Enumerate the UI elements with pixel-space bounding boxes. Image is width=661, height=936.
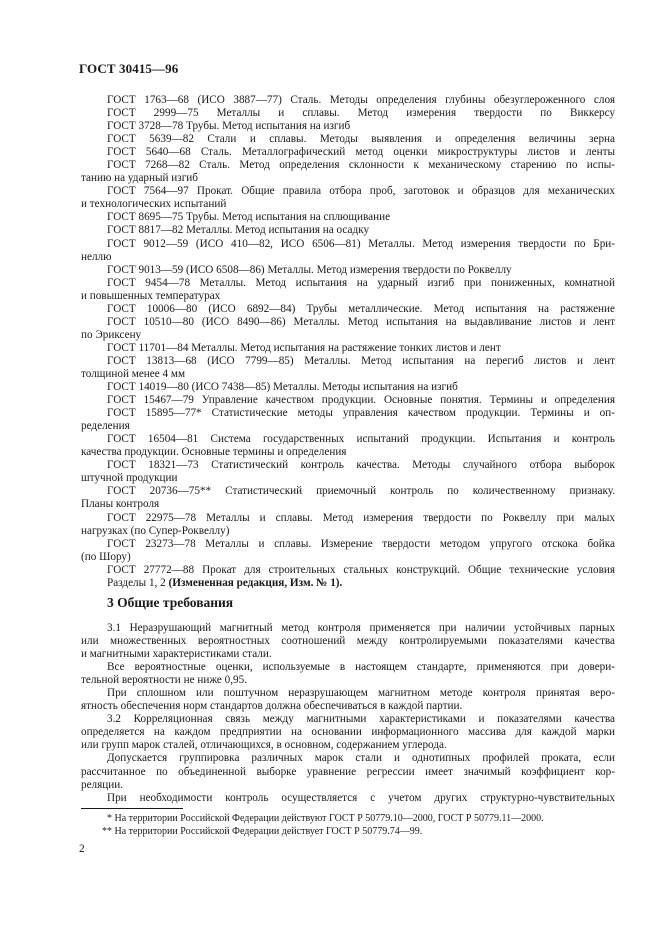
section-heading: 3 Общие требования [107, 595, 234, 610]
reference-item: ГОСТ 7564—97 Прокат. Общие правила отбора проб, заготовок и образцов для механических [107, 185, 615, 198]
reference-item-continuation: по Эриксену [81, 328, 142, 341]
footnotes [81, 812, 615, 838]
reference-item: ГОСТ 13813—68 (ИСО 7799—85) Металлы. Метод испытания на перегиб листов и лент [107, 354, 615, 367]
reference-item-continuation: качества продукции. Основные термины и определения [81, 446, 347, 459]
document-header: ГОСТ 30415—96 [79, 61, 179, 76]
paragraph-line: При сплошном или поштучном неразрушающем магнитном методе контроля принятая веро- [107, 687, 615, 700]
reference-item: ГОСТ 11701—84 Металлы. Метод испытания на растяжение тонких листов и лент [107, 341, 501, 354]
reference-item: ГОСТ 23273—78 Металлы и сплавы. Измерение твердости методом упругого отскока бойка [107, 537, 615, 550]
paragraph-line: тельной вероятности не ниже 0,95. [81, 674, 248, 687]
reference-item-continuation: Планы контроля [81, 498, 160, 511]
paragraph-line: рассчитанное по объединенной выборке уравнение регрессии имеет значимый коэффициент кор- [81, 765, 615, 778]
page-number: 2 [79, 843, 85, 855]
reference-item-continuation: и повышенных температурах [81, 289, 221, 302]
reference-item: ГОСТ 3728—78 Трубы. Метод испытания на изгиб [107, 120, 351, 133]
reference-item: ГОСТ 10510—80 (ИСО 8490—86) Металлы. Метод испытания на выдавливание листов и лент [107, 315, 615, 328]
reference-item: ГОСТ 2999—75 Металлы и сплавы. Метод измерения твердости по Виккерсу [107, 107, 615, 120]
section-body [81, 622, 615, 805]
reference-item: ГОСТ 18321—73 Статистический контроль качества. Методы случайного отбора выборок [107, 459, 615, 472]
reference-item: ГОСТ 9013—59 (ИСО 6508—86) Металлы. Метод измерения твердости по Роквеллу [107, 263, 512, 276]
paragraph-line: ятность обеспечения норм стандартов должна обеспечиваться в каждой партии. [81, 700, 463, 713]
footnote: * На территории Российской Федерации действуют ГОСТ Р 50779.10—2000, ГОСТ Р 50779.11—2000. [107, 813, 544, 824]
references-list [81, 94, 615, 590]
reference-item: ГОСТ 8695—75 Трубы. Метод испытания на сплющивание [107, 211, 391, 224]
reference-item: ГОСТ 9454—78 Металлы. Метод испытания на ударный изгиб при пониженных, комнатной [107, 276, 615, 289]
reference-item: ГОСТ 15467—79 Управление качеством продукции. Основные понятия. Термины и определения [107, 394, 615, 407]
paragraph-line: определяется на каждом предприятии на основании информационного массива для каждой марки [81, 726, 615, 739]
paragraph-line: При необходимости контроль осуществляется с учетом других структурно-чувствительных [107, 791, 615, 804]
reference-item: ГОСТ 15895—77* Статистические методы управления качеством продукции. Термины и оп- [107, 407, 615, 420]
reference-item: ГОСТ 5639—82 Стали и сплавы. Методы выявления и определения величины зерна [107, 133, 615, 146]
reference-item-continuation: (по Шору) [81, 550, 131, 563]
reference-item: ГОСТ 1763—68 (ИСО 3887—77) Сталь. Методы определения глубины обезуглероженного слоя [107, 94, 615, 106]
reference-item: ГОСТ 14019—80 (ИСО 7438—85) Металлы. Методы испытания на изгиб [107, 381, 458, 394]
reference-item-continuation: неллю [81, 250, 112, 263]
reference-item: ГОСТ 16504—81 Система государственных испытаний продукции. Испытания и контроль [107, 433, 615, 446]
reference-item: ГОСТ 10006—80 (ИСО 6892—84) Трубы металлические. Метод испытания на растяжение [107, 302, 615, 315]
paragraph-line: 3.1 Неразрушающий магнитный метод контроля применяется при наличии устойчивых парных [107, 622, 615, 634]
reference-item-continuation: нагрузках (по Супер-Роквеллу) [81, 524, 230, 537]
reference-item: ГОСТ 22975—78 Металлы и сплавы. Метод измерения твердости по Роквеллу при малых [107, 511, 615, 524]
paragraph-line: и магнитными характеристиками стали. [81, 648, 272, 661]
reference-item-continuation: и технологических испытаний [81, 198, 227, 211]
paragraph-line: Все вероятностные оценки, используемые в настоящем стандарте, применяются при довери- [107, 661, 615, 674]
reference-item: ГОСТ 27772—88 Прокат для строительных стальных конструкций. Общие технические условия [107, 563, 615, 576]
paragraph-line: Допускается группировка различных марок стали и однотипных профилей проката, если [107, 752, 615, 765]
paragraph-line: реляции. [81, 778, 124, 791]
reference-item: ГОСТ 9012—59 (ИСО 410—82, ИСО 6506—81) Металлы. Метод измерения твердости по Бри- [107, 237, 615, 250]
reference-item-continuation: штучной продукции [81, 472, 178, 485]
paragraph-line: 3.2 Корреляционная связь между магнитными характеристиками и показателями качества [107, 713, 615, 726]
reference-item-continuation: толщиной менее 4 мм [81, 367, 186, 380]
paragraph-line: или групп марок сталей, отличающихся, в основном, содержанием углерода. [81, 739, 447, 752]
reference-item: ГОСТ 5640—68 Сталь. Металлографический метод оценки микроструктуры листов и ленты [107, 146, 615, 159]
footnote-divider [81, 808, 183, 809]
reference-item-continuation: танию на ударный изгиб [81, 172, 198, 185]
reference-item: ГОСТ 20736—75** Статистический приемочный контроль по количественному признаку. [107, 485, 615, 498]
reference-item: ГОСТ 7268—82 Сталь. Метод определения склонности к механическому старению по испы- [107, 159, 615, 172]
reference-item-continuation: ределения [81, 420, 130, 433]
footnote: ** На территории Российской Федерации действует ГОСТ Р 50779.74—99. [102, 826, 423, 837]
paragraph-line: или множественных вероятностных соотношений между контролируемыми показателями качества [81, 635, 615, 648]
reference-item: ГОСТ 8817—82 Металлы. Метод испытания на осадку [107, 224, 370, 237]
amendment-note: Разделы 1, 2 (Измененная редакция, Изм. № 1). [107, 576, 343, 589]
